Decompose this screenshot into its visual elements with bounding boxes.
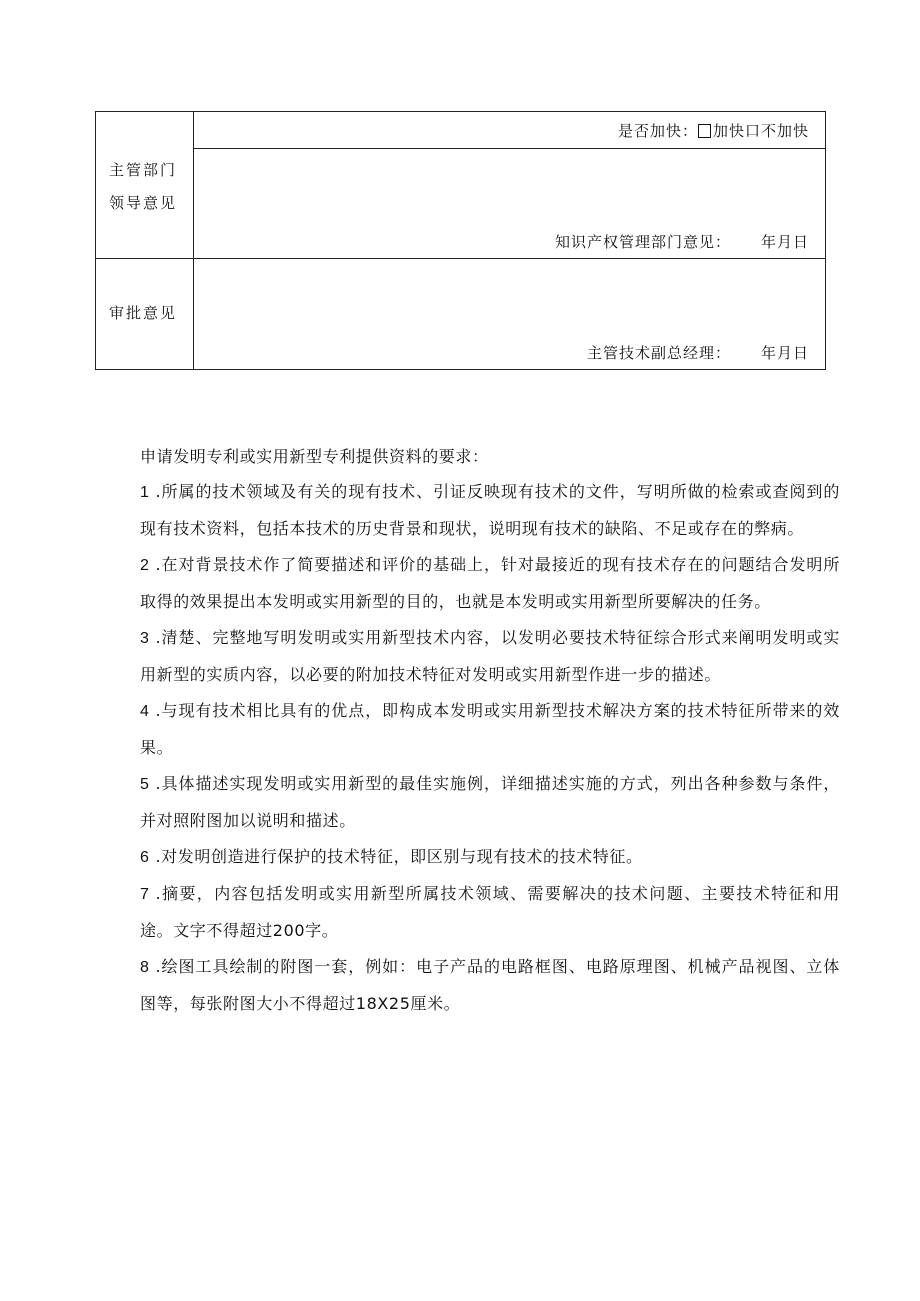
requirement-item xyxy=(140,620,840,693)
requirement-item xyxy=(140,766,840,839)
requirement-text: .所属的技术领域及有关的现有技术、引证反映现有技术的文件，写明所做的检索或查阅到的现有技术资料，包括本技术的历史背景和现状，说明现有技术的缺陷、不足或存在的弊病。 xyxy=(140,482,840,538)
requirement-text: .与现有技术相比具有的优点，即构成本发明或实用新型技术解决方案的技术特征所带来的效果。 xyxy=(140,701,840,757)
expedite-checkbox[interactable] xyxy=(698,124,711,138)
requirement-number: 3 xyxy=(140,630,150,647)
dept-leader-opinion-label-cell xyxy=(96,112,194,259)
vp-signature-label: 主管技术副总经理： xyxy=(586,344,731,362)
requirement-item xyxy=(140,949,840,1022)
requirement-text: .对发明创造进行保护的技术特征，即区别与现有技术的技术特征。 xyxy=(155,847,643,866)
requirement-text: .在对背景技术作了简要描述和评价的基础上，针对最接近的现有技术存在的问题结合发明所取得的效果提出本发明或实用新型的目的，也就是本发明或实用新型所要解决的任务。 xyxy=(140,555,840,611)
requirements-section xyxy=(140,440,840,1022)
requirement-item xyxy=(140,474,840,547)
requirement-text: .摘要，内容包括发明或实用新型所属技术领域、需要解决的技术问题、主要技术特征和用途。文字不得超过200字。 xyxy=(140,884,840,940)
requirement-text: .清楚、完整地写明发明或实用新型技术内容，以发明必要技术特征综合形式来阐明发明或实用新型的实质内容，以必要的附加技术特征对发明或实用新型作进一步的描述。 xyxy=(140,628,840,684)
requirement-item xyxy=(140,876,840,949)
requirements-title: 申请发明专利或实用新型专利提供资料的要求： xyxy=(140,447,489,466)
requirement-item xyxy=(140,693,840,766)
expedite-prefix: 是否加快： xyxy=(617,122,698,140)
dept-opinion-cell[interactable] xyxy=(194,149,826,259)
expedite-options: 加快口不加快 xyxy=(712,122,809,140)
vp-signature-line xyxy=(587,342,809,363)
expedite-cell xyxy=(194,112,826,149)
requirement-number: 7 xyxy=(140,886,150,903)
requirement-number: 5 xyxy=(140,776,150,793)
approval-opinion-cell[interactable] xyxy=(194,259,826,370)
requirement-number: 6 xyxy=(140,849,150,866)
requirement-number: 1 xyxy=(140,484,150,501)
requirement-number: 2 xyxy=(140,557,150,574)
approval-opinion-label: 审批意见 xyxy=(109,304,178,322)
dept-leader-opinion-label: 主管部门领导意见 xyxy=(109,161,178,212)
approval-form-table xyxy=(95,111,826,370)
vp-signature-date: 年月日 xyxy=(760,344,809,362)
requirement-text: .绘图工具绘制的附图一套，例如：电子产品的电路框图、电路原理图、机械产品视图、立体图等，每张附图大小不得超过18X25厘米。 xyxy=(140,957,840,1013)
ip-dept-opinion-line xyxy=(555,231,809,252)
requirement-item xyxy=(140,547,840,620)
requirement-number: 8 xyxy=(140,959,150,976)
approval-opinion-label-cell xyxy=(96,259,194,370)
ip-dept-date: 年月日 xyxy=(760,233,809,251)
ip-dept-opinion-label: 知识产权管理部门意见： xyxy=(554,233,731,251)
requirement-number: 4 xyxy=(140,703,150,720)
requirement-item xyxy=(140,839,840,876)
expedite-line xyxy=(618,120,809,141)
requirement-text: .具体描述实现发明或实用新型的最佳实施例，详细描述实施的方式，列出各种参数与条件，并对照附图加以说明和描述。 xyxy=(140,774,840,830)
